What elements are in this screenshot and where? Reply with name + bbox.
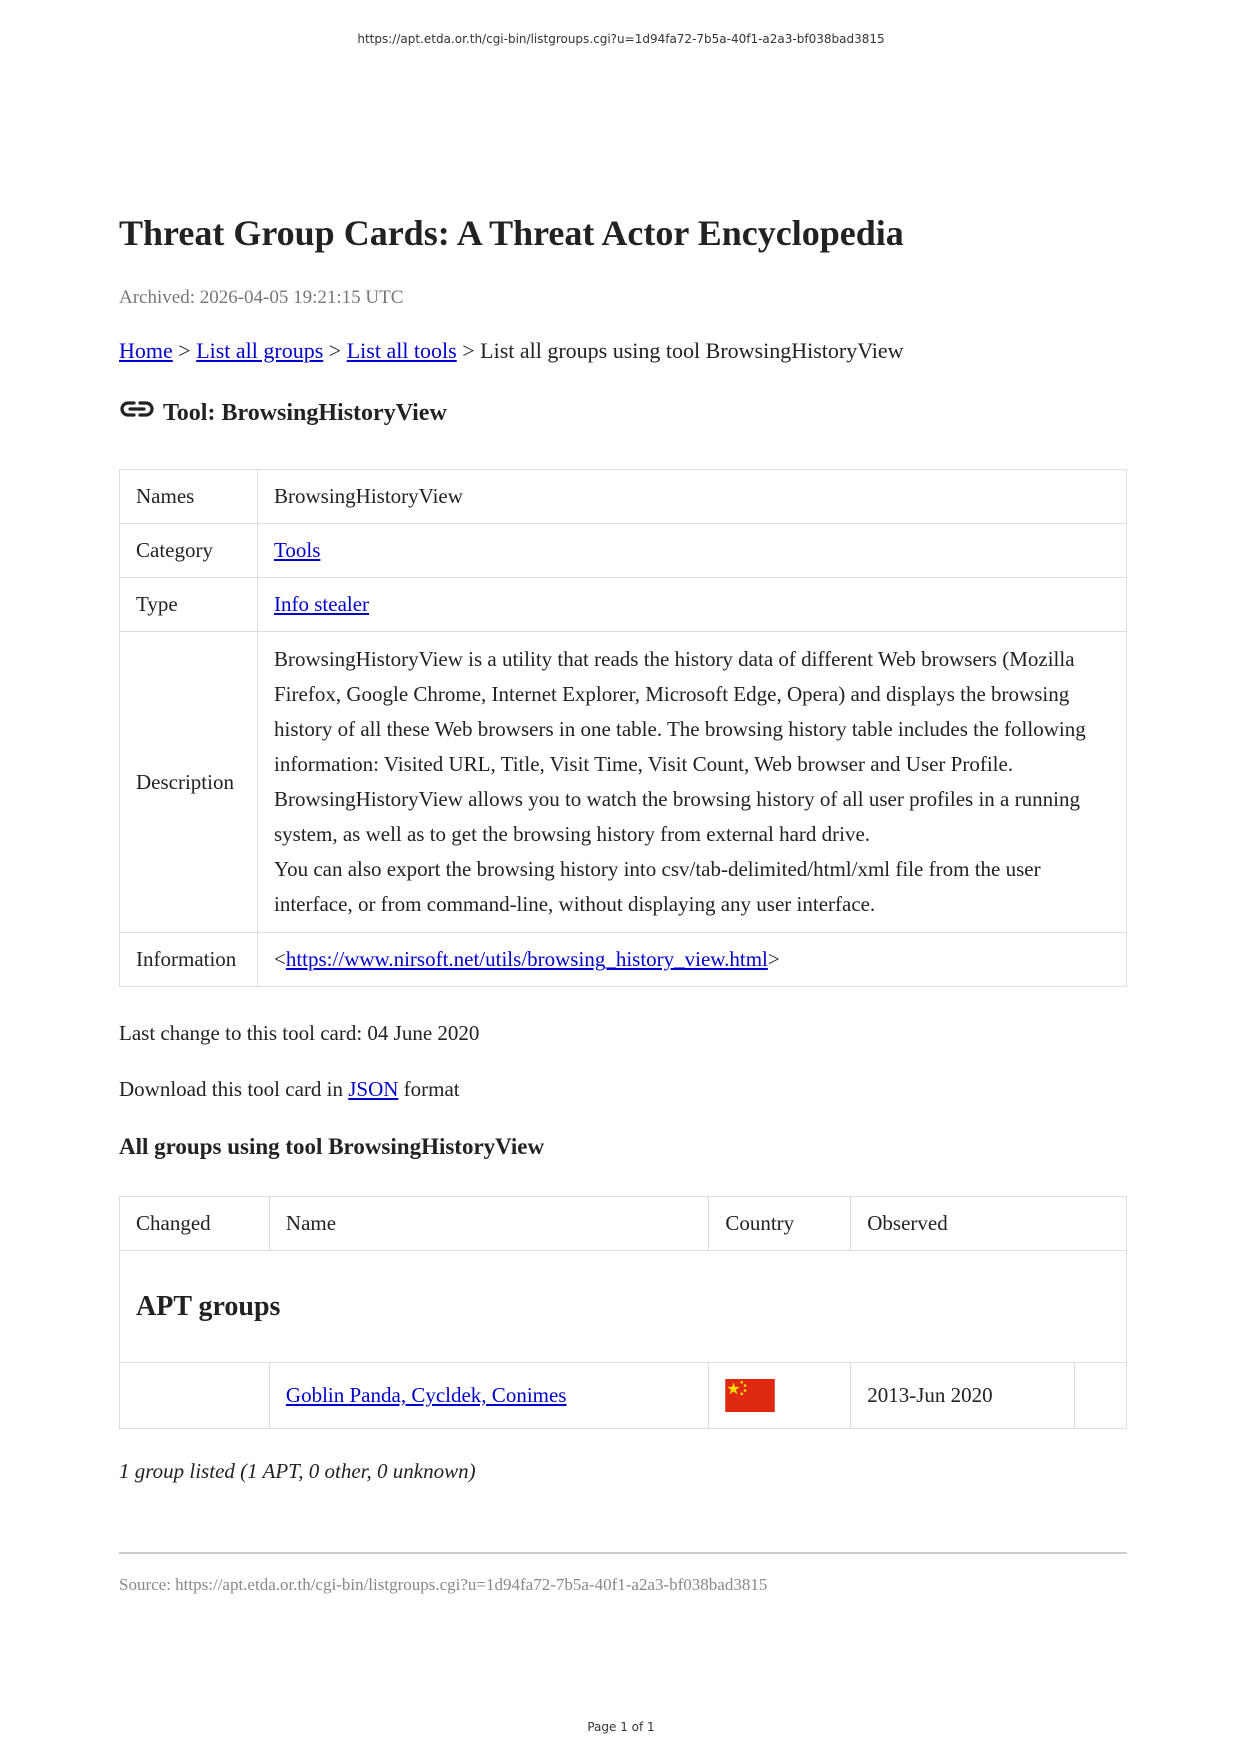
description-paragraph: You can also export the browsing history into csv/tab-delimited/html/xml file from the user interface, or from command-line, without displaying any user interface. <box>274 857 1041 916</box>
type-cell <box>258 578 1127 632</box>
page-title: Threat Group Cards: A Threat Actor Encyclopedia <box>119 213 904 253</box>
breadcrumb-separator: > <box>462 338 475 363</box>
divider <box>119 1552 1127 1554</box>
information-cell <box>258 933 1127 987</box>
category-link[interactable]: Tools <box>274 538 321 562</box>
download-text <box>119 1077 460 1102</box>
names-value: BrowsingHistoryView <box>258 470 1127 524</box>
table-row <box>120 578 1127 632</box>
changed-cell <box>120 1363 270 1429</box>
information-label: Information <box>120 933 258 987</box>
section-row <box>120 1251 1127 1363</box>
country-cell <box>709 1363 851 1429</box>
angle-close: > <box>767 947 780 971</box>
json-download-link[interactable]: JSON <box>348 1077 399 1101</box>
breadcrumb-list-groups-link[interactable]: List all groups <box>196 338 324 363</box>
information-link[interactable]: https://www.nirsoft.net/utils/browsing_history_view.html <box>285 947 768 971</box>
type-link[interactable]: Info stealer <box>274 592 370 616</box>
category-label: Category <box>120 524 258 578</box>
download-prefix: Download this tool card in <box>119 1077 343 1101</box>
source-url: Source: https://apt.etda.or.th/cgi-bin/listgroups.cgi?u=1d94fa72-7b5a-40f1-a2a3-bf038bad3815 <box>119 1575 768 1594</box>
angle-open: < <box>274 947 286 971</box>
extra-cell <box>1075 1363 1127 1429</box>
groups-table <box>119 1196 1127 1429</box>
column-header-country: Country <box>709 1197 851 1251</box>
table-row <box>120 470 1127 524</box>
names-label: Names <box>120 470 258 524</box>
breadcrumb-separator: > <box>178 338 191 363</box>
breadcrumb <box>119 338 904 364</box>
tool-info-table <box>119 469 1127 987</box>
type-label: Type <box>120 578 258 632</box>
description-label: Description <box>120 632 258 933</box>
column-header-name: Name <box>269 1197 708 1251</box>
table-row <box>120 524 1127 578</box>
table-row <box>120 933 1127 987</box>
breadcrumb-separator: > <box>328 338 342 363</box>
column-header-observed: Observed <box>851 1197 1127 1251</box>
description-value <box>258 632 1127 933</box>
page-number: Page 1 of 1 <box>587 1720 655 1734</box>
breadcrumb-current: List all groups using tool BrowsingHistoryView <box>480 338 904 363</box>
print-header-url: https://apt.etda.or.th/cgi-bin/listgroups.cgi?u=1d94fa72-7b5a-40f1-a2a3-bf038bad3815 <box>357 32 885 46</box>
description-paragraph: BrowsingHistoryView is a utility that reads the history data of different Web browsers (Mozilla Firefox, Google Chrome, Internet Explorer, Microsoft Edge, Opera) and displays the browsing history of all these Web browsers in one table. The browsing history table includes the following information: Visited URL, Title, Visit Time, Visit Count, Web browser and User Profile. BrowsingHistoryView allows you to watch the browsing history of all user profiles in a running system, as well as to get the browsing history from external hard drive. <box>274 647 1086 846</box>
download-suffix: format <box>403 1077 460 1101</box>
table-header-row <box>120 1197 1127 1251</box>
groups-summary: 1 group listed (1 APT, 0 other, 0 unknown) <box>119 1459 476 1483</box>
name-cell <box>269 1363 708 1429</box>
archived-timestamp: Archived: 2026-04-05 19:21:15 UTC <box>119 287 404 308</box>
groups-heading: All groups using tool BrowsingHistoryView <box>119 1134 545 1159</box>
column-header-changed: Changed <box>120 1197 270 1251</box>
tool-heading <box>119 400 447 427</box>
link-icon[interactable] <box>119 397 155 421</box>
breadcrumb-home-link[interactable]: Home <box>119 338 173 363</box>
china-flag-icon <box>725 1379 775 1412</box>
table-row <box>120 632 1127 933</box>
table-row <box>120 1363 1127 1429</box>
tool-title: Tool: BrowsingHistoryView <box>163 400 447 426</box>
group-name-link[interactable]: Goblin Panda, Cycldek, Conimes <box>285 1383 567 1407</box>
breadcrumb-list-tools-link[interactable]: List all tools <box>346 338 457 363</box>
section-title-apt: APT groups <box>120 1251 1127 1363</box>
category-cell <box>258 524 1127 578</box>
last-change-text: Last change to this tool card: 04 June 2020 <box>119 1021 480 1045</box>
observed-cell: 2013-Jun 2020 <box>851 1363 1075 1429</box>
